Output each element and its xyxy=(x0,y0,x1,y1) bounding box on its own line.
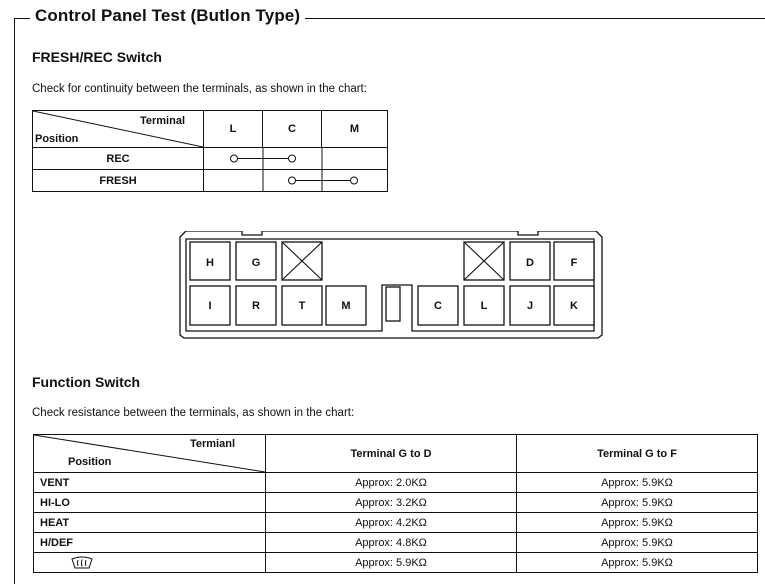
fresh-rec-instruction: Check for continuity between the terminals, as shown in the chart: xyxy=(32,83,367,95)
column-header-g-to-f: Terminal G to F xyxy=(517,435,758,473)
pin-label-h: H xyxy=(206,257,214,269)
pin-label-m: M xyxy=(341,300,351,312)
function-switch-table xyxy=(33,434,758,573)
h-def-g-to-d-value: Approx: 4.8KΩ xyxy=(266,533,517,553)
hi-lo-g-to-f-value: Approx: 5.9KΩ xyxy=(517,493,758,513)
column-header-g-to-d: Terminal G to D xyxy=(266,435,517,473)
function-switch-instruction: Check resistance between the terminals, as shown in the chart: xyxy=(32,407,355,419)
defroster-icon xyxy=(70,556,94,570)
pin-label-t: T xyxy=(298,300,306,312)
defrost-g-to-d-value: Approx: 5.9KΩ xyxy=(266,553,517,573)
row-position-rec: REC xyxy=(33,148,204,170)
row-rec-continuity xyxy=(204,148,388,170)
fresh-rec-header-cell xyxy=(33,111,204,148)
row-position-vent: VENT xyxy=(34,473,266,493)
header-terminal-label: Terminal xyxy=(139,115,185,127)
hi-lo-g-to-d-value: Approx: 3.2KΩ xyxy=(266,493,517,513)
row-position-hi-lo: HI-LO xyxy=(34,493,266,513)
pin-label-l: L xyxy=(480,300,488,312)
pin-label-f: F xyxy=(570,257,578,269)
terminal-header-m: M xyxy=(322,111,388,148)
pin-label-j: J xyxy=(526,300,534,312)
vent-g-to-f-value: Approx: 5.9KΩ xyxy=(517,473,758,493)
connector-diagram xyxy=(178,231,604,339)
heat-g-to-f-value: Approx: 5.9KΩ xyxy=(517,513,758,533)
row-position-heat: HEAT xyxy=(34,513,266,533)
heat-g-to-d-value: Approx: 4.2KΩ xyxy=(266,513,517,533)
row-fresh-continuity xyxy=(204,170,388,192)
fresh-rec-table xyxy=(32,110,388,192)
pin-label-c: C xyxy=(434,300,442,312)
function-header-position-label: Position xyxy=(68,456,112,468)
terminal-header-l: L xyxy=(204,111,263,148)
h-def-g-to-f-value: Approx: 5.9KΩ xyxy=(517,533,758,553)
header-position-label: Position xyxy=(35,133,79,145)
function-switch-heading: Function Switch xyxy=(32,374,141,390)
continuity-line-l-c xyxy=(204,148,385,169)
row-position-defrost xyxy=(34,553,266,573)
row-position-h-def: H/DEF xyxy=(34,533,266,553)
pin-label-i: I xyxy=(208,300,212,312)
continuity-line-c-m xyxy=(204,170,385,191)
fresh-rec-heading: FRESH/REC Switch xyxy=(32,49,162,65)
page-title: Control Panel Test (Butlon Type) xyxy=(30,6,305,26)
vent-g-to-d-value: Approx: 2.0KΩ xyxy=(266,473,517,493)
pin-label-r: R xyxy=(252,300,260,312)
defrost-g-to-f-value: Approx: 5.9KΩ xyxy=(517,553,758,573)
pin-label-d: D xyxy=(526,257,534,269)
frame-left-border xyxy=(14,18,15,584)
function-header-terminal-label: Termianl xyxy=(189,438,235,450)
function-header-cell xyxy=(34,435,266,473)
pin-label-k: K xyxy=(570,300,578,312)
row-position-fresh: FRESH xyxy=(33,170,204,192)
pin-label-g: G xyxy=(251,257,261,269)
terminal-header-c: C xyxy=(263,111,322,148)
